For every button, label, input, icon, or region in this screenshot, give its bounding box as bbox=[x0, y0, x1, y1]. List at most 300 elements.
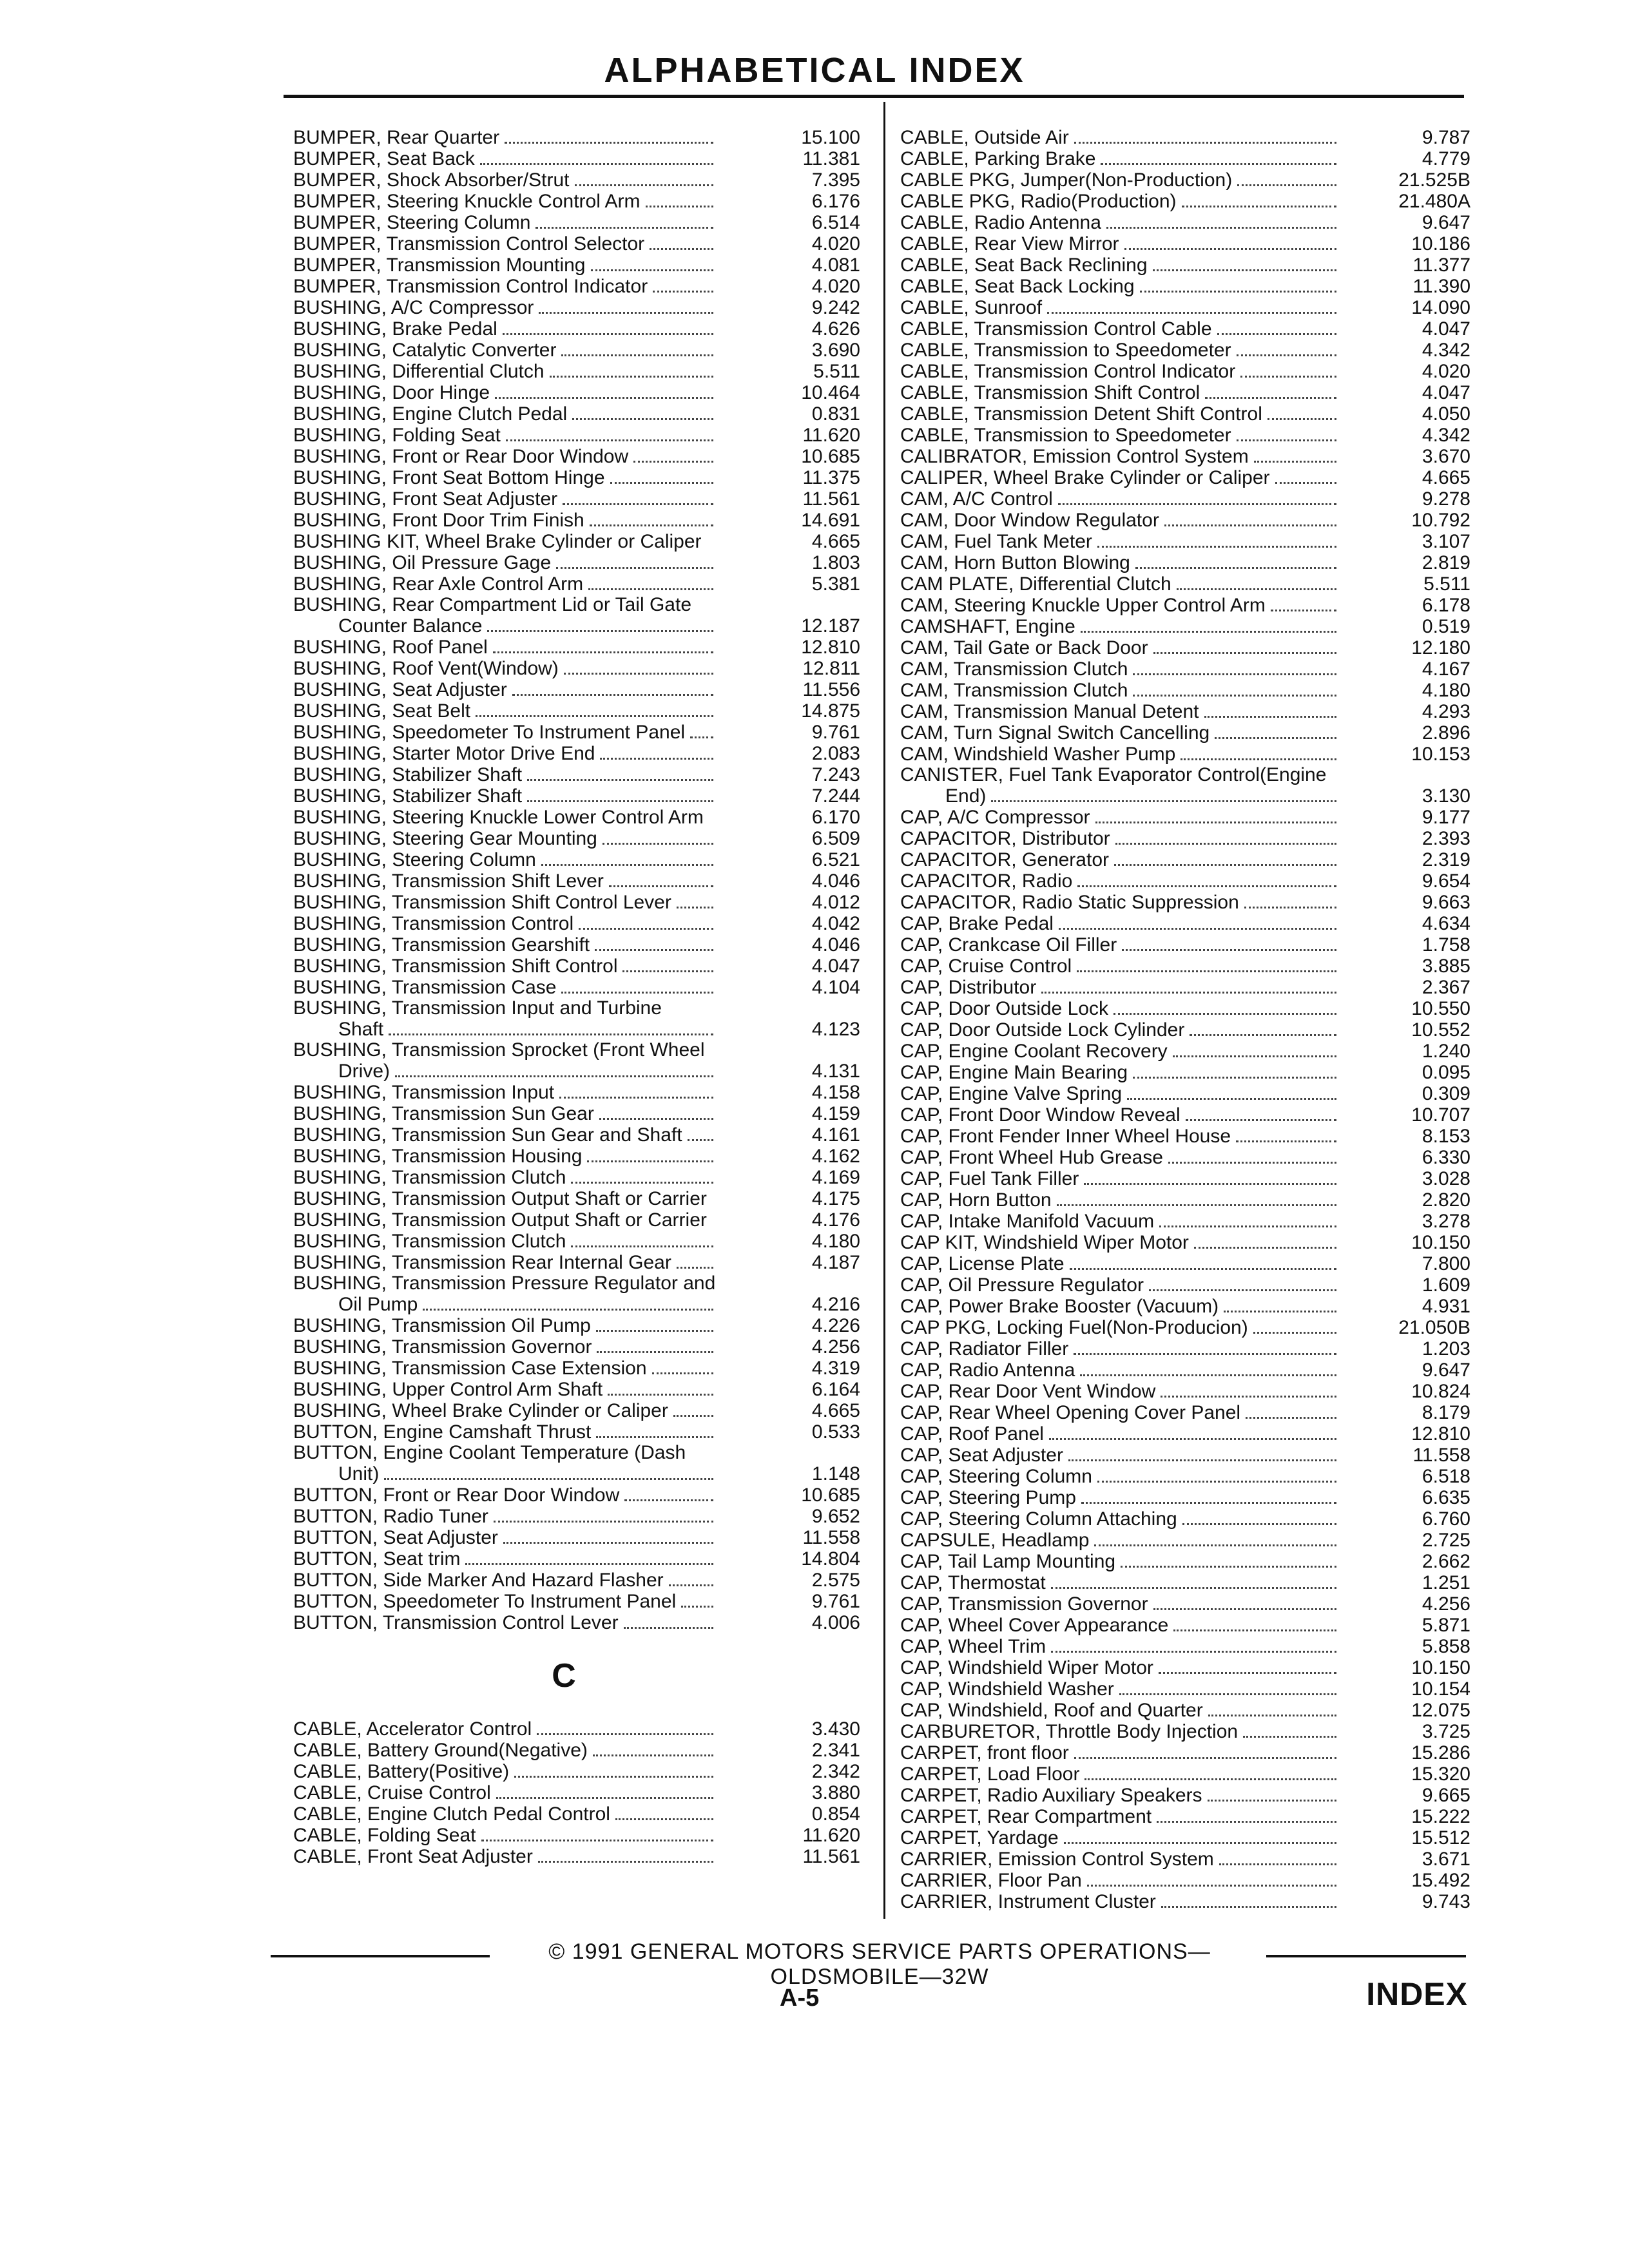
entry-page-ref: 4.665 bbox=[811, 1400, 860, 1421]
entry-page-ref: 4.216 bbox=[811, 1294, 860, 1315]
entry-label: CAP, Engine Coolant Recovery bbox=[900, 1041, 1168, 1062]
entry-label: BUSHING, Differential Clutch bbox=[293, 361, 545, 382]
entry-label: CAP, Tail Lamp Mounting bbox=[900, 1551, 1116, 1572]
entry-page-ref: 21.525B bbox=[1398, 169, 1470, 191]
index-entry bbox=[900, 870, 1470, 892]
dot-leader bbox=[595, 949, 713, 951]
entry-label: CAM, Transmission Clutch bbox=[900, 658, 1128, 680]
index-entry bbox=[900, 1636, 1470, 1657]
index-entry bbox=[293, 233, 860, 255]
entry-page-ref: 11.561 bbox=[802, 1846, 860, 1867]
dot-leader bbox=[512, 694, 713, 696]
entry-label: CAP, Front Fender Inner Wheel House bbox=[900, 1126, 1231, 1147]
dot-leader bbox=[587, 1160, 713, 1162]
dot-leader bbox=[506, 439, 713, 441]
dot-leader bbox=[539, 312, 713, 314]
entry-page-ref: 5.511 bbox=[813, 361, 860, 382]
footer-copyright: © 1991 GENERAL MOTORS SERVICE PARTS OPERATIONS—OLDSMOBILE—32W bbox=[548, 1939, 1211, 1989]
index-entry bbox=[900, 127, 1470, 148]
entry-page-ref: 9.654 bbox=[1422, 870, 1470, 892]
index-entry bbox=[900, 1019, 1470, 1041]
entry-label: CAP, Windshield, Roof and Quarter bbox=[900, 1700, 1203, 1721]
index-entry bbox=[293, 1570, 860, 1591]
entry-page-ref: 10.464 bbox=[801, 382, 860, 403]
dot-leader bbox=[503, 1542, 713, 1544]
entry-page-ref: 4.161 bbox=[811, 1124, 860, 1146]
section-name: INDEX bbox=[1366, 1976, 1468, 2012]
index-entry bbox=[900, 1678, 1470, 1700]
dot-leader bbox=[1177, 588, 1336, 590]
index-entry bbox=[900, 1593, 1470, 1615]
index-entry bbox=[293, 658, 860, 679]
index-entry bbox=[900, 488, 1470, 510]
dot-leader bbox=[1115, 843, 1336, 845]
entry-label: CARPET, Yardage bbox=[900, 1827, 1059, 1849]
entry-page-ref: 10.685 bbox=[801, 1485, 860, 1506]
entry-page-ref: 0.095 bbox=[1422, 1062, 1470, 1083]
index-entry bbox=[900, 977, 1470, 998]
entry-label: BUSHING, Speedometer To Instrument Panel bbox=[293, 722, 686, 743]
dot-leader bbox=[1182, 1523, 1336, 1525]
entry-page-ref: 6.330 bbox=[1422, 1147, 1470, 1168]
entry-label: BUSHING, Front or Rear Door Window bbox=[293, 446, 629, 467]
entry-label: BUTTON, Engine Camshaft Thrust bbox=[293, 1421, 592, 1443]
entry-label: CAM, A/C Control bbox=[900, 488, 1053, 510]
entry-page-ref: 7.243 bbox=[811, 764, 860, 785]
entry-page-ref: 4.046 bbox=[811, 870, 860, 892]
index-entry bbox=[900, 1083, 1470, 1104]
index-column-right bbox=[900, 127, 1470, 1912]
entry-label: CAP, Wheel Trim bbox=[900, 1636, 1046, 1657]
entry-label: CABLE, Rear View Mirror bbox=[900, 233, 1119, 255]
entry-label: BUSHING, Roof Vent(Window) bbox=[293, 658, 559, 679]
entry-label: BUSHING, Brake Pedal bbox=[293, 318, 497, 340]
entry-page-ref: 4.167 bbox=[1422, 658, 1470, 680]
entry-label: CAP, Transmission Governor bbox=[900, 1593, 1148, 1615]
index-entry bbox=[900, 680, 1470, 701]
entry-label: BUMPER, Steering Column bbox=[293, 212, 531, 233]
dot-leader bbox=[1135, 567, 1336, 569]
dot-leader bbox=[593, 1754, 713, 1756]
dot-leader bbox=[535, 227, 713, 229]
entry-label: BUSHING, Transmission Oil Pump bbox=[293, 1315, 591, 1336]
index-entry bbox=[900, 1827, 1470, 1849]
entry-label: CAP, Seat Adjuster bbox=[900, 1445, 1063, 1466]
dot-leader bbox=[1113, 1013, 1336, 1015]
index-entry bbox=[293, 679, 860, 700]
index-entry-continuation bbox=[293, 1019, 860, 1040]
entry-page-ref: 5.871 bbox=[1422, 1615, 1470, 1636]
entry-label: CARPET, Rear Compartment bbox=[900, 1806, 1152, 1827]
entry-page-ref: 14.691 bbox=[801, 510, 860, 531]
dot-leader bbox=[537, 1733, 713, 1735]
index-entry bbox=[293, 1548, 860, 1570]
dot-leader bbox=[465, 1563, 713, 1565]
dot-leader bbox=[1074, 142, 1336, 144]
index-entry bbox=[900, 148, 1470, 169]
entry-page-ref: 4.665 bbox=[1422, 467, 1470, 488]
index-entry bbox=[900, 1508, 1470, 1530]
entry-label: BUSHING, Transmission Shift Lever bbox=[293, 870, 604, 892]
index-entry bbox=[293, 255, 860, 276]
dot-leader bbox=[1133, 1077, 1336, 1079]
entry-label: CABLE PKG, Jumper(Non-Production) bbox=[900, 169, 1233, 191]
entry-page-ref: 4.047 bbox=[1422, 318, 1470, 340]
entry-label: BUTTON, Speedometer To Instrument Panel bbox=[293, 1591, 677, 1612]
dot-leader bbox=[494, 1521, 713, 1523]
index-entry bbox=[900, 403, 1470, 425]
dot-leader bbox=[688, 1139, 713, 1141]
index-entry bbox=[900, 255, 1470, 276]
index-entry bbox=[900, 169, 1470, 191]
index-entry bbox=[900, 340, 1470, 361]
entry-label: BUSHING, Transmission Sprocket (Front Wheel bbox=[293, 1039, 705, 1061]
entry-page-ref: 7.395 bbox=[811, 169, 860, 191]
dot-leader bbox=[591, 269, 714, 271]
entry-label: CAPACITOR, Distributor bbox=[900, 828, 1110, 849]
entry-label: BUSHING, Starter Motor Drive End bbox=[293, 743, 595, 764]
entry-page-ref: 10.552 bbox=[1411, 1019, 1470, 1041]
index-entry-continuation bbox=[293, 1294, 860, 1315]
dot-leader bbox=[1215, 737, 1336, 739]
dot-leader bbox=[1095, 822, 1336, 823]
entry-label: CAP, Front Wheel Hub Grease bbox=[900, 1147, 1163, 1168]
index-entry bbox=[293, 488, 860, 510]
entry-page-ref: 6.170 bbox=[811, 807, 860, 828]
index-entry bbox=[900, 297, 1470, 318]
footer-rule-left bbox=[271, 1955, 490, 1957]
entry-label: CAP, Horn Button bbox=[900, 1189, 1052, 1211]
entry-label: CAM PLATE, Differential Clutch bbox=[900, 573, 1171, 595]
entry-page-ref: 6.760 bbox=[1422, 1508, 1470, 1530]
entry-label: BUSHING, Steering Column bbox=[293, 849, 536, 870]
entry-label-continuation: Drive) bbox=[338, 1061, 390, 1082]
index-entry bbox=[900, 1104, 1470, 1126]
dot-leader bbox=[579, 928, 713, 930]
dot-leader bbox=[1064, 1842, 1336, 1844]
entry-page-ref: 6.178 bbox=[1422, 595, 1470, 616]
dot-leader bbox=[590, 524, 713, 526]
index-entry bbox=[293, 1761, 860, 1782]
index-entry bbox=[293, 637, 860, 658]
entry-label: BUSHING, Upper Control Arm Shaft bbox=[293, 1379, 603, 1400]
entry-label: CAM, Fuel Tank Meter bbox=[900, 531, 1092, 552]
entry-label: CAP, Brake Pedal bbox=[900, 913, 1054, 934]
index-entry bbox=[900, 1253, 1470, 1274]
index-entry bbox=[900, 1232, 1470, 1253]
entry-page-ref: 11.377 bbox=[1412, 255, 1470, 276]
entry-label: CAP, Crankcase Oil Filler bbox=[900, 934, 1117, 956]
entry-page-ref: 0.309 bbox=[1422, 1083, 1470, 1104]
dot-leader bbox=[615, 1818, 713, 1820]
entry-page-ref: 9.743 bbox=[1422, 1891, 1470, 1912]
index-entry bbox=[293, 552, 860, 573]
dot-leader bbox=[1271, 610, 1336, 611]
index-entry bbox=[293, 361, 860, 382]
index-entry bbox=[900, 1317, 1470, 1338]
entry-label: BUSHING, Transmission Case Extension bbox=[293, 1358, 647, 1379]
index-entry bbox=[293, 1082, 860, 1103]
dot-leader bbox=[1114, 864, 1336, 866]
dot-leader bbox=[709, 822, 713, 823]
entry-label: CAP, A/C Compressor bbox=[900, 807, 1090, 828]
index-entry bbox=[900, 807, 1470, 828]
entry-label: BUSHING KIT, Wheel Brake Cylinder or Caliper bbox=[293, 531, 702, 552]
index-entry bbox=[900, 1189, 1470, 1211]
index-entry bbox=[293, 870, 860, 892]
index-entry bbox=[293, 1485, 860, 1506]
dot-leader bbox=[1097, 1481, 1336, 1483]
dot-leader bbox=[1081, 631, 1336, 633]
entry-page-ref: 4.342 bbox=[1422, 425, 1470, 446]
dot-leader bbox=[681, 1606, 713, 1608]
dot-leader bbox=[1059, 928, 1336, 930]
entry-page-ref: 2.896 bbox=[1422, 722, 1470, 744]
entry-page-ref: 3.107 bbox=[1422, 531, 1470, 552]
index-entry bbox=[900, 595, 1470, 616]
dot-leader bbox=[653, 291, 713, 293]
dot-leader bbox=[690, 736, 713, 738]
entry-page-ref: 2.575 bbox=[811, 1570, 860, 1591]
entry-label: BUSHING, Wheel Brake Cylinder or Caliper bbox=[293, 1400, 668, 1421]
dot-leader bbox=[1161, 1396, 1336, 1398]
entry-label: CAP, Intake Manifold Vacuum bbox=[900, 1211, 1155, 1232]
entry-page-ref: 2.662 bbox=[1422, 1551, 1470, 1572]
entry-page-ref: 15.492 bbox=[1411, 1870, 1470, 1891]
dot-leader bbox=[1254, 461, 1336, 463]
index-entry bbox=[900, 1041, 1470, 1062]
index-entry bbox=[293, 318, 860, 340]
entry-label: BUSHING, Transmission Clutch bbox=[293, 1167, 566, 1188]
dot-leader bbox=[1208, 1800, 1336, 1802]
entry-label: BUSHING, Front Seat Bottom Hinge bbox=[293, 467, 605, 488]
dot-leader bbox=[1240, 376, 1336, 378]
entry-page-ref: 2.819 bbox=[1422, 552, 1470, 573]
entry-label: BUMPER, Seat Back bbox=[293, 148, 475, 169]
entry-page-ref: 2.342 bbox=[811, 1761, 860, 1782]
dot-leader bbox=[1094, 1544, 1336, 1546]
entry-label: CAP, Power Brake Booster (Vacuum) bbox=[900, 1296, 1219, 1317]
dot-leader bbox=[503, 333, 713, 335]
dot-leader bbox=[707, 546, 713, 548]
entry-label: CARBURETOR, Throttle Body Injection bbox=[900, 1721, 1239, 1742]
entry-label: CAP, Roof Panel bbox=[900, 1423, 1044, 1445]
entry-page-ref: 7.800 bbox=[1422, 1253, 1470, 1274]
entry-page-ref: 12.075 bbox=[1411, 1700, 1470, 1721]
dot-leader bbox=[493, 651, 713, 653]
entry-page-ref: 3.671 bbox=[1422, 1849, 1470, 1870]
entry-label: BUSHING, Steering Gear Mounting bbox=[293, 828, 597, 849]
entry-label: CARPET, front floor bbox=[900, 1742, 1069, 1763]
index-entry bbox=[900, 913, 1470, 934]
index-entry bbox=[293, 956, 860, 977]
dot-leader bbox=[646, 206, 713, 207]
entry-label: CABLE, Battery(Positive) bbox=[293, 1761, 510, 1782]
index-entry bbox=[900, 1168, 1470, 1189]
entry-page-ref: 10.550 bbox=[1411, 998, 1470, 1019]
dot-leader bbox=[571, 1182, 713, 1184]
dot-leader bbox=[559, 1097, 713, 1099]
entry-label: CAP, Distributor bbox=[900, 977, 1037, 998]
entry-label: BUSHING, Oil Pressure Gage bbox=[293, 552, 552, 573]
dot-leader bbox=[991, 800, 1336, 802]
dot-leader bbox=[633, 461, 713, 463]
dot-leader bbox=[1205, 397, 1336, 399]
dot-leader bbox=[1159, 1225, 1336, 1227]
dot-leader bbox=[480, 163, 713, 165]
entry-page-ref: 12.811 bbox=[802, 658, 860, 679]
entry-page-ref: 1.203 bbox=[1422, 1338, 1470, 1360]
entry-label: CAP, Fuel Tank Filler bbox=[900, 1168, 1079, 1189]
entry-label: BUTTON, Transmission Control Lever bbox=[293, 1612, 619, 1633]
index-column-left bbox=[293, 127, 860, 1867]
index-entry bbox=[900, 425, 1470, 446]
index-entry-continuation bbox=[293, 615, 860, 637]
entry-page-ref: 11.620 bbox=[802, 425, 860, 446]
dot-leader bbox=[395, 1075, 713, 1077]
entry-label: CAM, Door Window Regulator bbox=[900, 510, 1159, 531]
entry-label: BUSHING, Stabilizer Shaft bbox=[293, 764, 523, 785]
dot-leader bbox=[1106, 227, 1336, 229]
dot-leader bbox=[1237, 439, 1336, 441]
dot-leader bbox=[1244, 907, 1336, 908]
index-entry bbox=[293, 1443, 860, 1463]
index-entry bbox=[900, 658, 1470, 680]
entry-page-ref: 2.725 bbox=[1422, 1530, 1470, 1551]
index-entry bbox=[293, 785, 860, 807]
entry-page-ref: 5.511 bbox=[1423, 573, 1470, 595]
index-entry bbox=[900, 1615, 1470, 1636]
entry-page-ref: 4.042 bbox=[811, 913, 860, 934]
index-entry bbox=[900, 1423, 1470, 1445]
section-letter: C bbox=[552, 1657, 576, 1695]
index-entry bbox=[900, 744, 1470, 765]
entry-label: BUSHING, Transmission Shift Control Lever bbox=[293, 892, 671, 913]
dot-leader bbox=[1049, 1438, 1336, 1440]
index-entry bbox=[900, 531, 1470, 552]
entry-label: CAP, Oil Pressure Regulator bbox=[900, 1274, 1144, 1296]
index-entry bbox=[900, 1445, 1470, 1466]
entry-page-ref: 9.278 bbox=[1422, 488, 1470, 510]
dot-leader bbox=[514, 1776, 713, 1778]
dot-leader bbox=[1122, 949, 1336, 951]
entry-label: BUTTON, Engine Coolant Temperature (Dash bbox=[293, 1442, 686, 1463]
entry-label: CAP, Thermostat bbox=[900, 1572, 1046, 1593]
dot-leader bbox=[609, 885, 713, 887]
index-entry bbox=[900, 1360, 1470, 1381]
dot-leader bbox=[1186, 1119, 1336, 1121]
entry-page-ref: 11.381 bbox=[802, 148, 860, 169]
entry-page-ref: 6.164 bbox=[811, 1379, 860, 1400]
entry-page-ref: 11.558 bbox=[802, 1527, 860, 1548]
index-entry bbox=[293, 595, 860, 615]
index-entry bbox=[900, 510, 1470, 531]
entry-page-ref: 0.533 bbox=[811, 1421, 860, 1443]
entry-page-ref: 4.180 bbox=[1422, 680, 1470, 701]
dot-leader bbox=[588, 588, 713, 590]
entry-page-ref: 9.761 bbox=[811, 1591, 860, 1612]
entry-page-ref: 4.047 bbox=[1422, 382, 1470, 403]
entry-page-ref: 4.081 bbox=[811, 255, 860, 276]
entry-label: BUSHING, Seat Adjuster bbox=[293, 679, 507, 700]
index-entry bbox=[293, 1188, 860, 1209]
entry-page-ref: 3.430 bbox=[811, 1718, 860, 1740]
index-entry bbox=[900, 1572, 1470, 1593]
entry-page-ref: 4.665 bbox=[811, 531, 860, 552]
index-entry bbox=[293, 467, 860, 488]
dot-leader bbox=[1168, 1162, 1336, 1164]
entry-page-ref: 9.761 bbox=[811, 722, 860, 743]
dot-leader bbox=[1133, 695, 1336, 697]
entry-page-ref: 3.880 bbox=[811, 1782, 860, 1803]
dot-leader bbox=[1081, 1502, 1336, 1504]
index-entry bbox=[900, 233, 1470, 255]
entry-page-ref: 1.240 bbox=[1422, 1041, 1470, 1062]
entry-label: CABLE, Front Seat Adjuster bbox=[293, 1846, 533, 1867]
entry-label: CABLE, Transmission to Speedometer bbox=[900, 340, 1231, 361]
entry-label: CAPACITOR, Radio bbox=[900, 870, 1073, 892]
entry-page-ref: 4.779 bbox=[1422, 148, 1470, 169]
entry-page-ref: 10.150 bbox=[1411, 1657, 1470, 1678]
dot-leader bbox=[1133, 673, 1336, 675]
entry-label: BUSHING, Catalytic Converter bbox=[293, 340, 557, 361]
index-entry bbox=[293, 531, 860, 552]
dot-leader bbox=[1051, 1651, 1336, 1653]
entry-page-ref: 10.186 bbox=[1411, 233, 1470, 255]
dot-leader bbox=[1124, 248, 1336, 250]
index-entry bbox=[900, 361, 1470, 382]
dot-leader bbox=[600, 758, 713, 760]
footer-rule-right bbox=[1266, 1955, 1466, 1957]
dot-leader bbox=[561, 992, 713, 994]
index-entry bbox=[900, 765, 1470, 785]
dot-leader bbox=[495, 397, 713, 399]
entry-page-ref: 3.028 bbox=[1422, 1168, 1470, 1189]
entry-label: BUSHING, Transmission Case bbox=[293, 977, 557, 998]
entry-page-ref: 4.131 bbox=[811, 1061, 860, 1082]
index-entry bbox=[293, 1782, 860, 1803]
index-entry bbox=[293, 403, 860, 425]
index-entry bbox=[293, 446, 860, 467]
entry-label: BUSHING, Transmission Sun Gear bbox=[293, 1103, 594, 1124]
entry-label: BUSHING, Transmission Input and Turbine bbox=[293, 997, 662, 1019]
dot-leader bbox=[550, 376, 713, 378]
index-entry bbox=[900, 1466, 1470, 1487]
entry-page-ref: 9.647 bbox=[1422, 1360, 1470, 1381]
dot-leader bbox=[1074, 1757, 1336, 1759]
entry-page-ref: 2.367 bbox=[1422, 977, 1470, 998]
dot-leader bbox=[596, 1436, 713, 1438]
dot-leader bbox=[1173, 1055, 1336, 1057]
entry-page-ref: 10.153 bbox=[1411, 744, 1470, 765]
entry-label: BUSHING, Door Hinge bbox=[293, 382, 490, 403]
index-entry bbox=[900, 956, 1470, 977]
index-entry bbox=[293, 425, 860, 446]
entry-label: CABLE, Transmission Control Indicator bbox=[900, 361, 1236, 382]
dot-leader bbox=[563, 503, 713, 505]
dot-leader bbox=[1190, 1034, 1336, 1036]
entry-label: BUSHING, Transmission Housing bbox=[293, 1146, 583, 1167]
entry-page-ref: 1.148 bbox=[811, 1463, 860, 1485]
entry-label: CAP, Engine Main Bearing bbox=[900, 1062, 1128, 1083]
entry-label: CAP, Front Door Window Reveal bbox=[900, 1104, 1181, 1126]
entry-label: CAPACITOR, Generator bbox=[900, 849, 1109, 870]
entry-label: CABLE, Folding Seat bbox=[293, 1825, 476, 1846]
index-entry bbox=[900, 1721, 1470, 1742]
entry-label: CAM, Tail Gate or Back Door bbox=[900, 637, 1148, 658]
index-entry bbox=[900, 1551, 1470, 1572]
entry-label: CABLE, Seat Back Locking bbox=[900, 276, 1135, 297]
